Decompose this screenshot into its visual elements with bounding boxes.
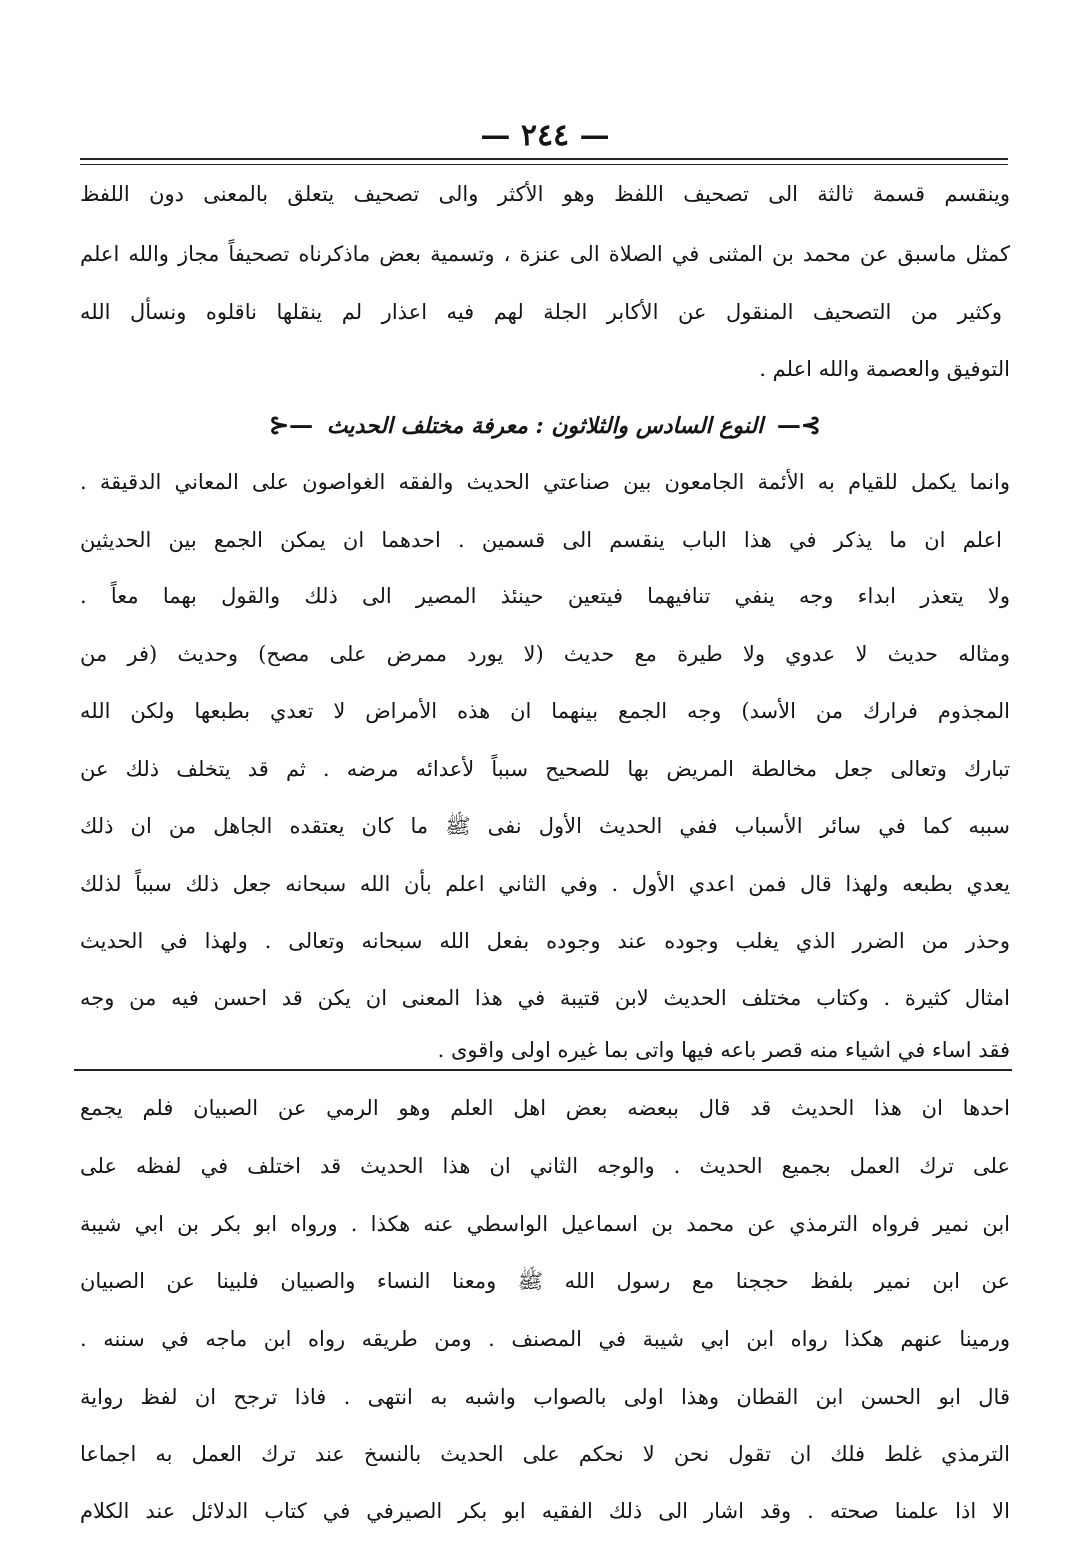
body-line: اعلم ان ما يذكر في هذا الباب ينقسم الى قسمين . احدهما ان يمكن الجمع بين الحديثين — [80, 528, 1002, 552]
page-number: — ٢٤٤ — — [480, 118, 610, 153]
body-line: وكثير من التصحيف المنقول عن الأكابر الجلة لهم فيه اعذار لم ينقلها ناقلوه ونسأل الله — [80, 300, 1002, 324]
heading-ornament-left: —⊰ — [268, 410, 314, 439]
footnote-line: قال ابو الحسن ابن القطان وهذا اولى بالصواب واشبه به انتهى . فاذا ترجح ان لفظ رواية — [80, 1385, 1010, 1409]
section-heading — [80, 410, 1010, 439]
body-line: يعدي بطبعه ولهذا قال فمن اعدي الأول . وفي الثاني اعلم بأن الله سبحانه جعل ذلك سبباً لذلك — [80, 872, 1010, 896]
heading-ornament-right: ⊱— — [776, 410, 822, 439]
footnote-line: احدها ان هذا الحديث قد قال ببعضه بعض اهل العلم وهو الرمي عن الصبيان فلم يجمع — [80, 1096, 1010, 1120]
footnote-line: الا اذا علمنا صحته . وقد اشار الى ذلك الفقيه ابو بكر الصيرفي في كتاب الدلائل عند الكلام — [80, 1499, 1010, 1523]
body-line: امثال كثيرة . وكتاب مختلف الحديث لابن قتيبة في هذا المعنى ان يكن قد احسن فيه من وجه — [80, 986, 1010, 1010]
footnote-rule — [74, 1069, 1012, 1071]
header-rule-thin — [80, 164, 1008, 165]
footnote-line: الترمذي غلط فلك ان تقول نحن لا نحكم على الحديث بالنسخ عند ترك العمل به اجماعا — [80, 1442, 1010, 1466]
body-line: فقد اساء في اشياء منه قصر باعه فيها واتى بما غيره اولى واقوى . — [437, 1038, 1010, 1062]
footnote-line: عن ابن نمير بلفظ حججنا مع رسول الله ﷺ ومعنا النساء والصبيان فلبينا عن الصبيان — [80, 1269, 1010, 1293]
body-line: وينقسم قسمة ثالثة الى تصحيف اللفظ وهو الأكثر والى تصحيف يتعلق بالمعنى دون اللفظ — [80, 182, 1010, 206]
body-line: تبارك وتعالى جعل مخالطة المريض بها للصحيح سبباً لأعدائه مرضه . ثم قد يتخلف ذلك عن — [80, 757, 1010, 781]
section-heading-text: النوع السادس والثلاثون : معرفة مختلف الحديث — [326, 413, 764, 439]
footnote-line: ابن نمير فرواه الترمذي عن محمد بن اسماعيل الواسطي عنه هكذا . ورواه ابو بكر بن ابي شيبة — [80, 1212, 1010, 1236]
body-line: سببه كما في سائر الأسباب ففي الحديث الأول نفى ﷺ ما كان يعتقده الجاهل من ان ذلك — [80, 814, 1010, 838]
header-rule — [80, 158, 1008, 160]
footnote-line: على ترك العمل بجميع الحديث . والوجه الثاني ان هذا الحديث قد اختلف في لفظه على — [80, 1154, 1010, 1178]
body-line: ولا يتعذر ابداء وجه ينفي تنافيهما فيتعين حينئذ المصير الى ذلك والقول بهما معاً . — [80, 584, 1010, 608]
body-line: وانما يكمل للقيام به الأئمة الجامعون بين صناعتي الحديث والفقه الغواصون على المعاني الدقيقة . — [80, 470, 1010, 494]
footnote-line: ورمينا عنهم هكذا رواه ابن ابي شيبة في المصنف . ومن طريقه رواه ابن ماجه في سننه . — [80, 1327, 1010, 1351]
body-line: وحذر من الضرر الذي يغلب وجوده عند وجوده بفعل الله سبحانه وتعالى . ولهذا في الحديث — [80, 929, 1010, 953]
body-line: ومثاله حديث لا عدوي ولا طيرة مع حديث (لا يورد ممرض على مصح) وحديث (فر من — [80, 642, 1010, 666]
body-line: كمثل ماسبق عن محمد بن المثنى في الصلاة الى عنزة ، وتسمية بعض ماذكرناه تصحيفاً مجاز والله اعلم — [80, 242, 1010, 266]
body-line: التوفيق والعصمة والله اعلم . — [759, 357, 1010, 381]
body-line: المجذوم فرارك من الأسد) وجه الجمع بينهما ان هذه الأمراض لا تعدي بطبعها ولكن الله — [80, 699, 1010, 723]
